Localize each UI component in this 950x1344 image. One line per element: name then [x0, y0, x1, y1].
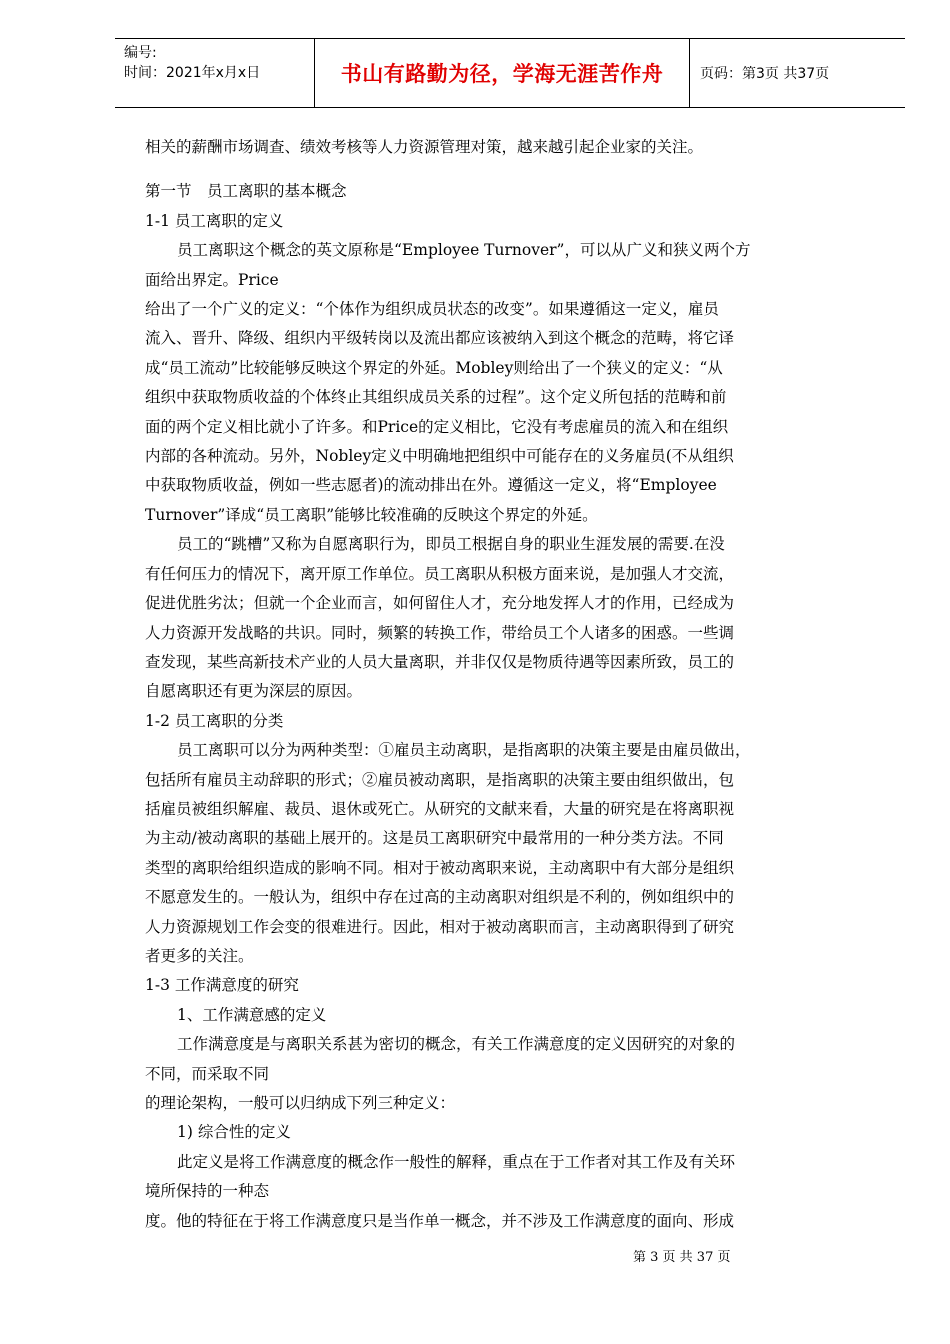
document-time-label: 时间：2021年x月x日 — [124, 65, 261, 81]
body-line: 工作满意度是与离职关系甚为密切的概念，有关工作满意度的定义因研究的对象的 — [177, 1035, 736, 1054]
header-motto-cell — [315, 39, 690, 107]
body-line: 组织中获取物质收益的个体终止其组织成员关系的过程”。这个定义所包括的范畴和前 — [145, 388, 727, 407]
body-line: 者更多的关注。 — [145, 946, 254, 965]
body-line: 给出了一个广义的定义：“个体作为组织成员状态的改变”。如果遵循这一定义，雇员 — [145, 300, 719, 319]
document-body — [145, 133, 880, 1236]
body-line: 成“员工流动”比较能够反映这个界定的外延。Mobley则给出了一个狭义的定义：“从 — [145, 358, 723, 377]
body-line: 内部的各种流动。另外，Nobley定义中明确地把组织中可能存在的义务雇员(不从组织 — [145, 447, 734, 466]
body-line: 面给出界定。Price — [145, 270, 279, 289]
subsection-heading: 1-2 员工离职的分类 — [145, 711, 284, 730]
section-heading: 第一节 员工离职的基本概念 — [145, 182, 347, 201]
body-line: 类型的离职给组织造成的影响不同。相对于被动离职来说，主动离职中有大部分是组织 — [145, 858, 735, 877]
body-line: 人力资源开发战略的共识。同时，频繁的转换工作，带给员工个人诸多的困惑。一些调 — [145, 623, 735, 642]
body-line: 包括所有雇员主动辞职的形式；②雇员被动离职，是指离职的决策主要由组织做出，包 — [145, 770, 735, 789]
header-meta-cell — [115, 39, 315, 107]
body-line: 1) 综合性的定义 — [177, 1123, 291, 1142]
body-line: 不同，而采取不同 — [145, 1064, 270, 1083]
body-line: 度。他的特征在于将工作满意度只是当作单一概念，并不涉及工作满意度的面向、形成 — [145, 1211, 735, 1230]
body-line: 为主动/被动离职的基础上展开的。这是员工离职研究中最常用的一种分类方法。不同 — [145, 829, 724, 848]
header-page-label: 页码：第3页 共37页 — [700, 66, 830, 82]
body-line: 不愿意发生的。一般认为，组织中存在过高的主动离职对组织是不利的，例如组织中的 — [145, 888, 735, 907]
header-page-cell — [690, 39, 905, 107]
body-line: 人力资源规划工作会变的很难进行。因此，相对于被动离职而言，主动离职得到了研究 — [145, 917, 735, 936]
body-line: 中获取物质收益，例如一些志愿者)的流动排出在外。遵循这一定义，将“Employee — [145, 476, 717, 495]
body-line: 有任何压力的情况下，离开原工作单位。员工离职从积极方面来说，是加强人才交流， — [145, 564, 735, 583]
body-line: 查发现，某些高新技术产业的人员大量离职，并非仅仅是物质待遇等因素所致，员工的 — [145, 652, 735, 671]
subsection-heading: 1-3 工作满意度的研究 — [145, 976, 299, 995]
body-line: 相关的薪酬市场调查、绩效考核等人力资源管理对策，越来越引起企业家的关注。 — [145, 138, 704, 156]
body-line: Turnover”译成“员工离职”能够比较准确的反映这个界定的外延。 — [145, 505, 598, 524]
page-footer: 第 3 页 共 37 页 — [633, 1250, 731, 1265]
body-line: 面的两个定义相比就小了许多。和Price的定义相比，它没有考虑雇员的流入和在组织 — [145, 417, 729, 436]
body-line: 此定义是将工作满意度的概念作一般性的解释，重点在于工作者对其工作及有关环 — [177, 1152, 736, 1171]
subsection-heading: 1-1 员工离职的定义 — [145, 211, 284, 230]
body-line: 员工离职这个概念的英文原称是“Employee Turnover”，可以从广义和狭义两个方 — [177, 241, 751, 260]
body-line: 员工的“跳槽”又称为自愿离职行为，即员工根据自身的职业生涯发展的需要.在没 — [177, 535, 725, 554]
document-number-label: 编号: — [124, 45, 157, 61]
body-line: 员工离职可以分为两种类型：①雇员主动离职，是指离职的决策主要是由雇员做出， — [177, 741, 751, 760]
body-line: 1、工作满意感的定义 — [177, 1005, 327, 1024]
body-line: 境所保持的一种态 — [145, 1182, 270, 1201]
body-line: 括雇员被组织解雇、裁员、退休或死亡。从研究的文献来看，大量的研究是在将离职视 — [145, 799, 735, 818]
body-line: 促进优胜劣汰；但就一个企业而言，如何留住人才，充分地发挥人才的作用，已经成为 — [145, 594, 735, 613]
body-line: 流入、晋升、降级、组织内平级转岗以及流出都应该被纳入到这个概念的范畴，将它译 — [145, 329, 735, 348]
page-header — [115, 38, 905, 108]
header-motto: 书山有路勤为径，学海无涯苦作舟 — [340, 62, 664, 86]
body-line: 自愿离职还有更为深层的原因。 — [145, 682, 363, 701]
body-line: 的理论架构，一般可以归纳成下列三种定义： — [145, 1094, 456, 1112]
